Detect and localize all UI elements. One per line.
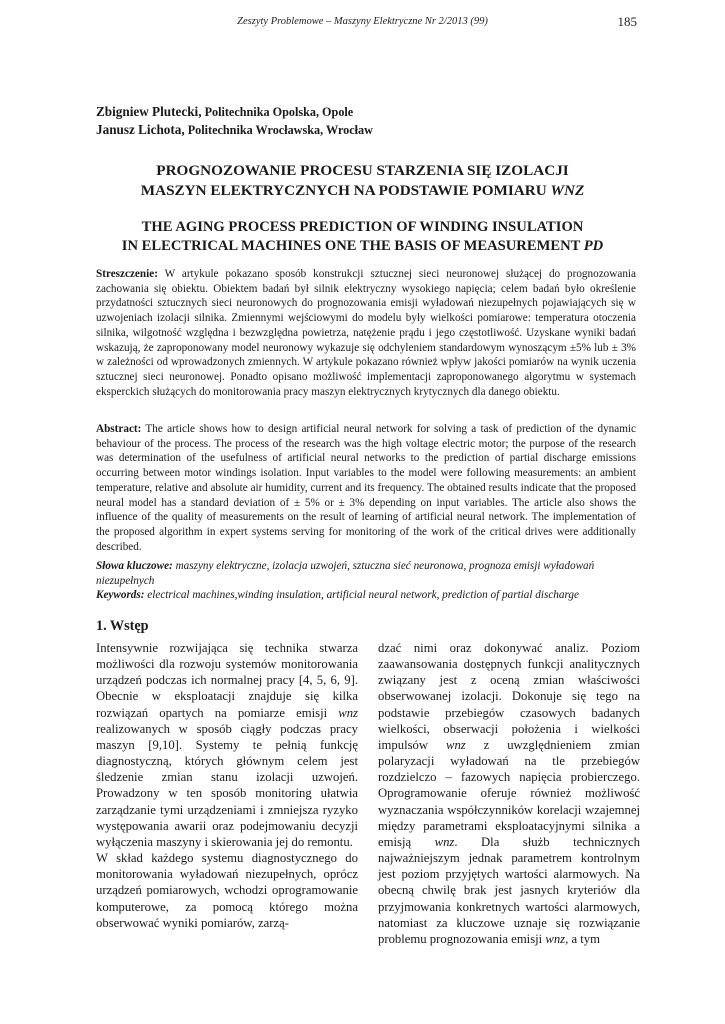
- author-name: Janusz Lichota,: [96, 122, 185, 137]
- abstract-polish-text: W artykule pokazano sposób konstrukcji sztucznej sieci neuronowej służącej do prognozowania zachowania się obiektu. Obiektem badań był silnik elektryczny wysokiego napięcia; celem badań było określenie przydatności sztucznych sieci neuronowych do prognozowania emisji wyładowań niezupełnych pojawiających się w uzwojeniach izolacji silnika. Zmiennymi wejściowymi do modelu były wielkości pomiarowe: temperatura otoczenia silnika, wilgotność względna i bezwzględna powietrza, natężenie prądu i jego częstotliwość. Uzyskane wyniki badań wskazują, że zaproponowany model neuronowy wykazuje się odchyleniem standardowym wynoszącym ±5% lub ± 3% w zależności od wprowadzonych zmiennych. W artykule pokazano również wpływ jakości pomiarów na wynik uczenia sztucznej sieci neuronowej. Ponadto opisano możliwość implementacji zaproponowanego algorytmu w systemach eksperckich służących do monitorowania pracy maszyn elektrycznych krytycznych dla danego obiektu.: [96, 268, 636, 398]
- paragraph: W skład każdego systemu diagnostycznego do monitorowania wyładowań niezupełnych, oprócz urządzeń pomiarowych, wchodzi oprogramowanie komputerowe, za pomocą którego można obserwować wyniki pomiarów, zarzą-: [96, 851, 358, 930]
- paragraph: [96, 640, 358, 850]
- body-column-left: [96, 640, 358, 931]
- abstract-english-text: The article shows how to design artificial neural network for solving a task of prediction of the dynamic behaviour of the process. The process of the research was the high voltage electric motor; the purpose of the research was determination of the usefulness of artificial neural networks to the prediction of partial discharge emissions occurring between motor windings isolation. Input variables to the model were following measurements: an ambient temperature, relative and absolute air humidity, current and its frequency. The obtained results indicate that the proposed neural model has a standard deviation of ± 5% or ± 3% depending on input variables. The article also shows the influence of the quality of measurements on the result of learning of artificial neural network. The implementation of the proposed algorithm in expert systems serving for monitoring of the work of the critical drives were additionally described.: [96, 423, 636, 553]
- abstract-english: [96, 422, 636, 554]
- title-english-line1: THE AGING PROCESS PREDICTION OF WINDING INSULATION: [141, 219, 584, 235]
- title-english-line2-text: IN ELECTRICAL MACHINES ONE THE BASIS OF MEASUREMENT: [121, 238, 584, 254]
- page-number: 185: [617, 14, 637, 29]
- paragraph-text: realizowanych w sposób ciągły podczas pracy maszyn [9,10]. Systemy te pełnią funkcję diagnostyczną, których głównym celem jest śledzenie zmian stanu izolacji uzwojeń. Prowadzony w ten sposób monitoring ułatwia zarządzanie tymi urządzeniami i zmniejsza ryzyko występowania awarii oraz podejmowaniu decyzji wyłączenia maszyny i skierowania jej do remontu.: [96, 721, 358, 849]
- paragraph: [378, 640, 640, 947]
- keywords-english-label: Keywords:: [96, 589, 145, 602]
- keywords-polish-label: Słowa kluczowe:: [96, 560, 173, 572]
- title-english: [86, 218, 639, 256]
- title-polish-line2-text: MASZYN ELEKTRYCZNYCH NA PODSTAWIE POMIARU: [140, 182, 551, 199]
- author-affiliation: Politechnika Wrocławska, Wrocław: [184, 123, 373, 137]
- keywords-polish: [96, 559, 636, 588]
- title-polish-line2: [86, 181, 639, 201]
- author-line: [96, 121, 636, 139]
- keywords-english: [96, 588, 636, 603]
- title-english-line2: [86, 237, 639, 256]
- author-affiliation: Politechnika Opolska, Opole: [201, 105, 354, 119]
- keywords-block: [96, 559, 636, 603]
- abstract-english-label: Abstract:: [96, 423, 142, 435]
- section-heading: 1. Wstęp: [96, 618, 149, 634]
- title-english-acronym: PD: [583, 238, 604, 254]
- paragraph-text: . Dla służb technicznych najważniejszym jednak parametrem kontrolnym jest poziom przyjętych wartości alarmowych. Na obecną chwilę brak jest jasnych kryteriów dla przyjmowania konkretnych wartości alarmowych, natomiast za kluczowe uznaje się rozwiązanie problemu prognozowania emisji: [378, 834, 640, 946]
- author-name: Zbigniew Plutecki,: [96, 104, 202, 119]
- paragraph-term: wnz: [545, 931, 566, 946]
- paragraph-term: wnz: [445, 737, 466, 752]
- paragraph-text: z uwzględnieniem zmian polaryzacji wyładowań na tle przebiegów rozdzielczo – fazowych napięcia probierczego. Oprogramowanie oferuje również możliwość wyznaczania współczynników korelacji wzajemnej między parametrami eksploatacyjnymi silnika a emisją: [378, 737, 640, 849]
- title-polish-line1: PROGNOZOWANIE PROCESU STARZENIA SIĘ IZOLACJI: [156, 162, 569, 179]
- title-polish-acronym: WNZ: [550, 182, 585, 199]
- keywords-english-text: electrical machines,winding insulation, artificial neural network, prediction of partial discharge: [144, 589, 579, 602]
- keywords-polish-text: maszyny elektryczne, izolacja uzwojeń, sztuczna sieć neuronowa, prognoza emisji wyładowań niezupełnych: [96, 560, 595, 587]
- paragraph-term: wnz: [338, 705, 358, 720]
- paragraph-text: Intensywnie rozwijająca się technika stwarza możliwości dla rozwoju systemów monitorowania urządzeń podczas ich normalnej pracy [4, 5, 6, 9]. Obecnie w eksploatacji znajduje się kilka rozwiązań opartych na pomiarze emisji: [96, 641, 358, 720]
- title-polish: [86, 161, 639, 201]
- abstract-polish-label: Streszczenie:: [96, 268, 158, 280]
- paragraph-text: dzać nimi oraz dokonywać analiz. Poziom zaawansowania dostępnych funkcji analitycznych związany jest z oceną zmian właściwości obserwowanej izolacji. Dokonuje się tego na podstawie przebiegów czasowych badanych wielkości, obserwacji położenia i wielkości impulsów: [378, 641, 640, 752]
- paragraph-text: , a tym: [565, 931, 601, 946]
- running-header: Zeszyty Problemowe – Maszyny Elektryczne Nr 2/2013 (99): [237, 16, 488, 27]
- paragraph-term: wnz: [434, 834, 455, 849]
- authors-block: [96, 103, 636, 139]
- author-line: [96, 103, 636, 121]
- body-column-right: [378, 640, 640, 947]
- abstract-polish: [96, 267, 636, 399]
